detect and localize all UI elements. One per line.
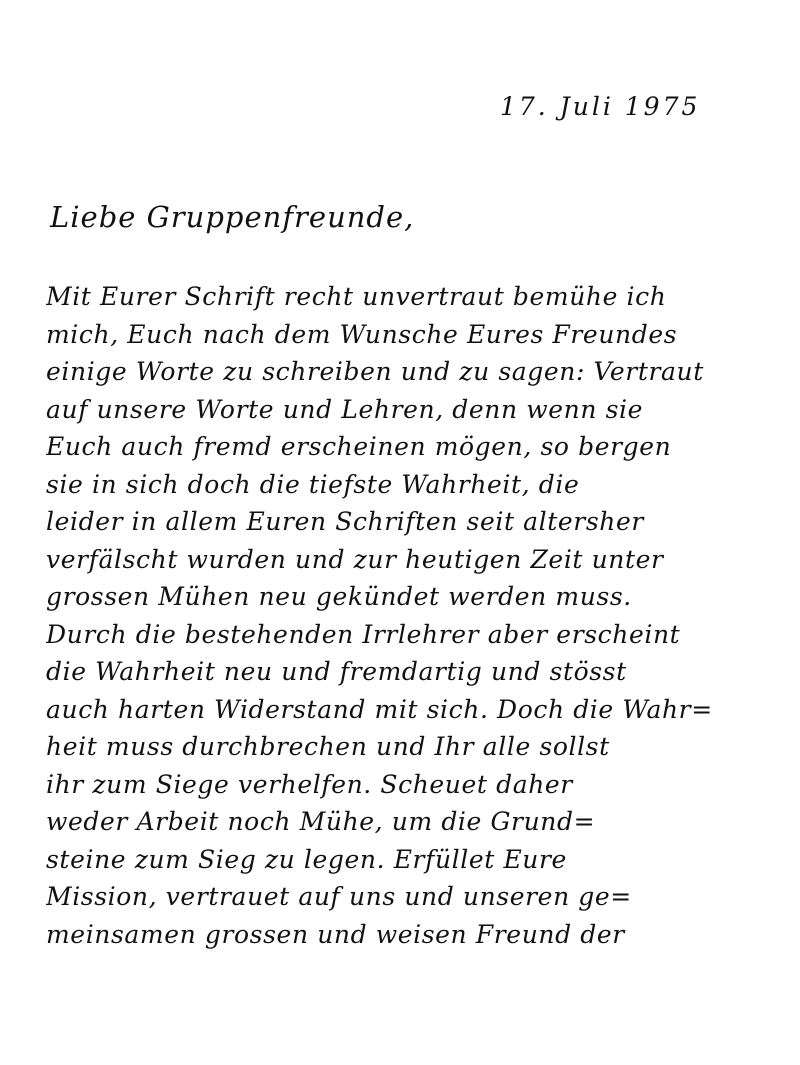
letter-line: mich, Euch nach dem Wunsche Eures Freundes (46, 319, 678, 349)
letter-line: meinsamen grossen und weisen Freund der (46, 919, 625, 949)
letter-date: 17. Juli 1975 (500, 92, 701, 121)
letter-line: die Wahrheit neu und fremdartig und stösst (46, 657, 627, 686)
letter-line: auch harten Widerstand mit sich. Doch die Wahr= (46, 694, 713, 724)
letter-line: auf unsere Worte und Lehren, denn wenn sie (46, 394, 644, 424)
letter-line: Mission, vertrauet auf uns und unseren ge= (46, 882, 632, 911)
letter-line: grossen Mühen neu gekündet werden muss. (46, 582, 632, 611)
letter-line: Mit Eurer Schrift recht unvertraut bemühe ich (46, 282, 667, 311)
letter-line: verfälscht wurden und zur heutigen Zeit unter (46, 544, 664, 574)
letter-line: leider in allem Euren Schriften seit altersher (46, 507, 644, 536)
letter-salutation: Liebe Gruppenfreunde, (50, 200, 415, 234)
letter-line: ihr zum Siege verhelfen. Scheuet daher (46, 769, 573, 799)
letter-line: sie in sich doch die tiefste Wahrheit, die (46, 469, 580, 499)
letter-line: heit muss durchbrechen und Ihr alle sollst (46, 732, 610, 761)
letter-line: weder Arbeit noch Mühe, um die Grund= (46, 807, 596, 836)
letter-line: einige Worte zu schreiben und zu sagen: Vertraut (46, 357, 704, 386)
letter-line: steine zum Sieg zu legen. Erfüllet Eure (46, 844, 567, 874)
letter-line: Durch die bestehenden Irrlehrer aber erscheint (46, 619, 681, 649)
letter-line: Euch auch fremd erscheinen mögen, so bergen (46, 432, 672, 461)
letter-body (46, 278, 776, 953)
